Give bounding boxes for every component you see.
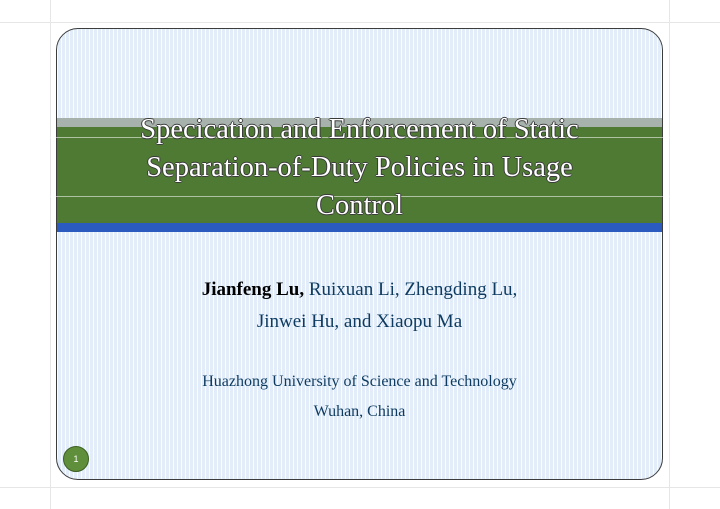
- guide-line-bottom: [0, 487, 720, 488]
- affiliation: [56, 367, 663, 427]
- title-line-1: Specication and Enforcement of Static: [140, 114, 579, 145]
- title-line-2: Separation-of-Duty Policies in Usage: [146, 152, 573, 183]
- affiliation-university: Huazhong University of Science and Technology: [202, 373, 517, 390]
- coauthors-line-2: Jinwei Hu, and Xiaopu Ma: [256, 311, 463, 332]
- lead-author: Jianfeng Lu,: [201, 279, 305, 300]
- author-list: [56, 274, 663, 338]
- page-number-badge: [63, 446, 89, 472]
- coauthors-line-1: Ruixuan Li, Zhengding Lu,: [308, 279, 518, 300]
- guide-line-top: [0, 22, 720, 23]
- slide-title: [56, 111, 663, 225]
- guide-line-left: [50, 0, 51, 509]
- title-line-3: Control: [315, 190, 404, 221]
- guide-line-right: [669, 0, 670, 509]
- page-number: 1: [73, 454, 79, 464]
- affiliation-location: Wuhan, China: [313, 403, 406, 420]
